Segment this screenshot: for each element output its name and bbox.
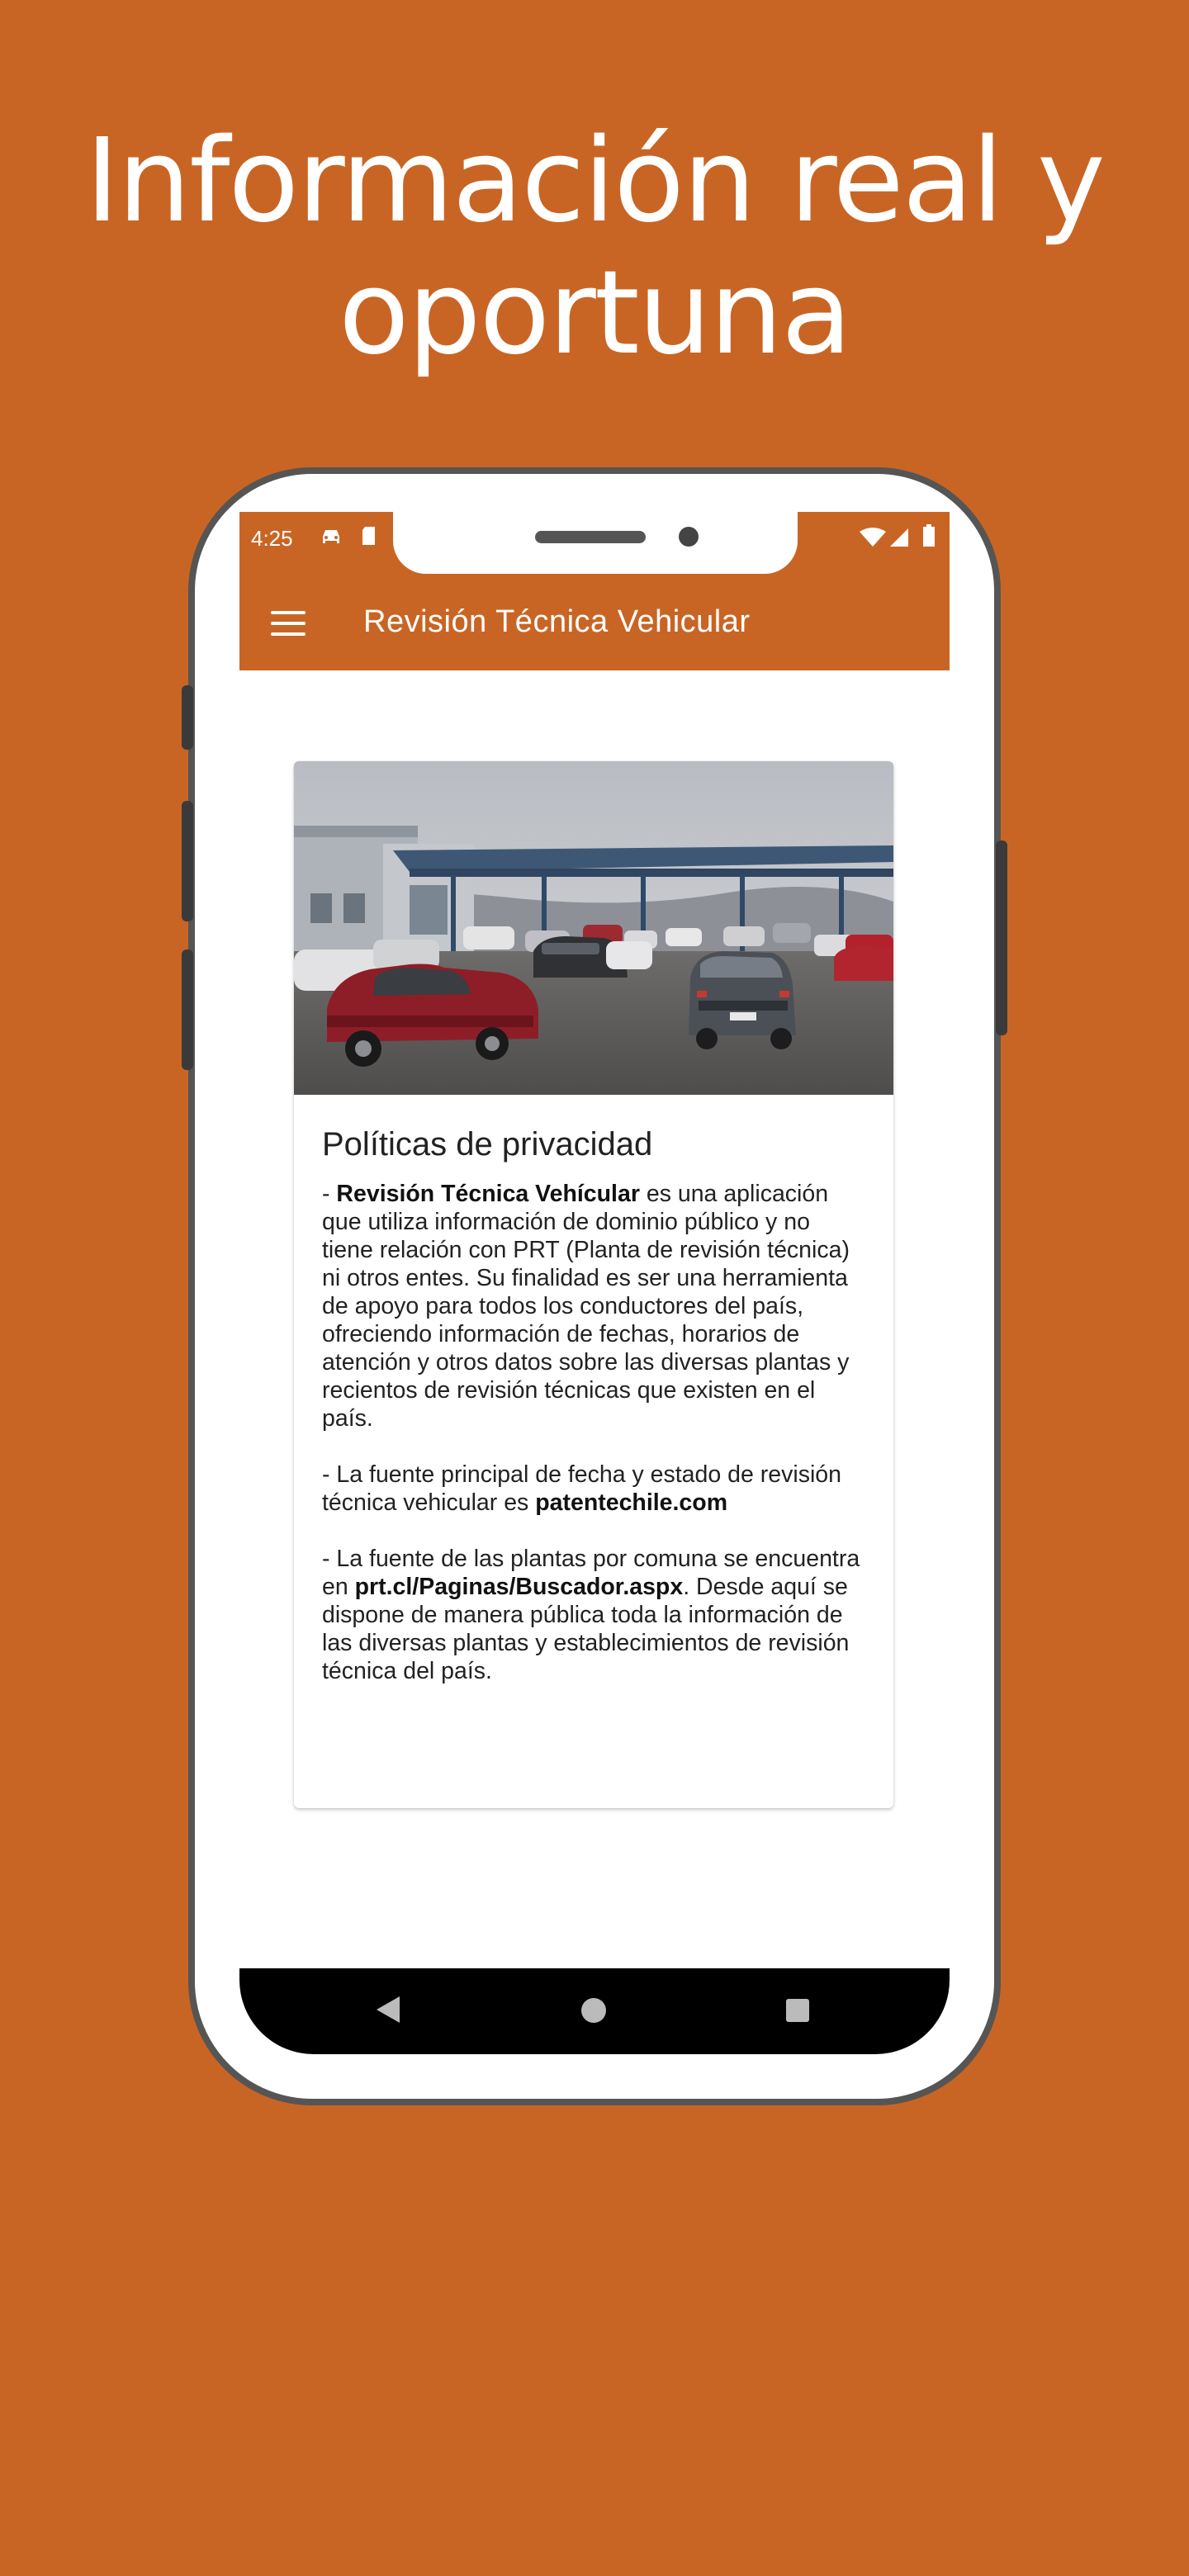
app-bar [239, 578, 950, 670]
source-link-prt: prt.cl/Paginas/Buscador.aspx [354, 1574, 684, 1600]
privacy-policy-card [294, 761, 893, 1808]
app-title: Revisión Técnica Vehicular [363, 604, 751, 639]
status-time: 4:25 [251, 526, 293, 551]
car-icon [319, 525, 343, 548]
wifi-icon [859, 527, 887, 548]
promo-headline [0, 116, 1189, 380]
phone-button-silent [182, 685, 193, 750]
paragraph-text: . Desde aquí se dispone de manera pública toda la información de las diversas plantas y establecimientos de revisión técnica del país. [322, 1574, 850, 1684]
paragraph-text: - La fuente principal de fecha y estado de revisión técnica vehicular es [322, 1461, 841, 1516]
policy-paragraph-plant-source [322, 1545, 865, 1685]
promo-headline-line-1: Información real y [85, 114, 1104, 249]
app-content [239, 670, 950, 1991]
paragraph-text: es una aplicación que utiliza información de dominio público y no tiene relación con PRT (Planta de revisión técnica) ni otros entes. Su finalidad es ser una herramienta de apoyo para todos los conductores del país, ofreciendo información de fechas, horarios de atención y otros datos sobre las diversas plantas y recientos de revisión técnicas que existen en el país. [322, 1181, 850, 1432]
home-icon[interactable] [581, 1998, 606, 2023]
phone-speaker [535, 531, 646, 543]
promo-headline-line-2: oportuna [339, 246, 850, 381]
hamburger-menu-icon[interactable] [271, 611, 306, 637]
card-title: Políticas de privacidad [322, 1126, 653, 1163]
app-name-bold: Revisión Técnica Vehícular [336, 1181, 640, 1207]
battery-icon [921, 523, 936, 548]
signal-icon [888, 527, 912, 548]
policy-paragraph-app [322, 1180, 865, 1432]
paragraph-text: - La fuente de las plantas por comuna se encuentra en [322, 1546, 860, 1600]
inspection-station-photo [294, 761, 893, 1095]
phone-screen [239, 512, 950, 2054]
recents-icon[interactable] [786, 1999, 809, 2022]
card-content [294, 1095, 893, 1685]
phone-button-volume-up [182, 801, 193, 921]
navigation-bar [239, 1968, 950, 2054]
paragraph-prefix: - [322, 1181, 337, 1207]
source-link-patentechile: patentechile.com [535, 1489, 728, 1516]
back-icon[interactable] [377, 1996, 400, 2023]
phone-button-volume-down [182, 949, 193, 1070]
sd-card-icon [360, 525, 378, 548]
policy-paragraph-date-source [322, 1461, 865, 1517]
front-camera [679, 527, 699, 547]
phone-button-power [996, 841, 1007, 1035]
